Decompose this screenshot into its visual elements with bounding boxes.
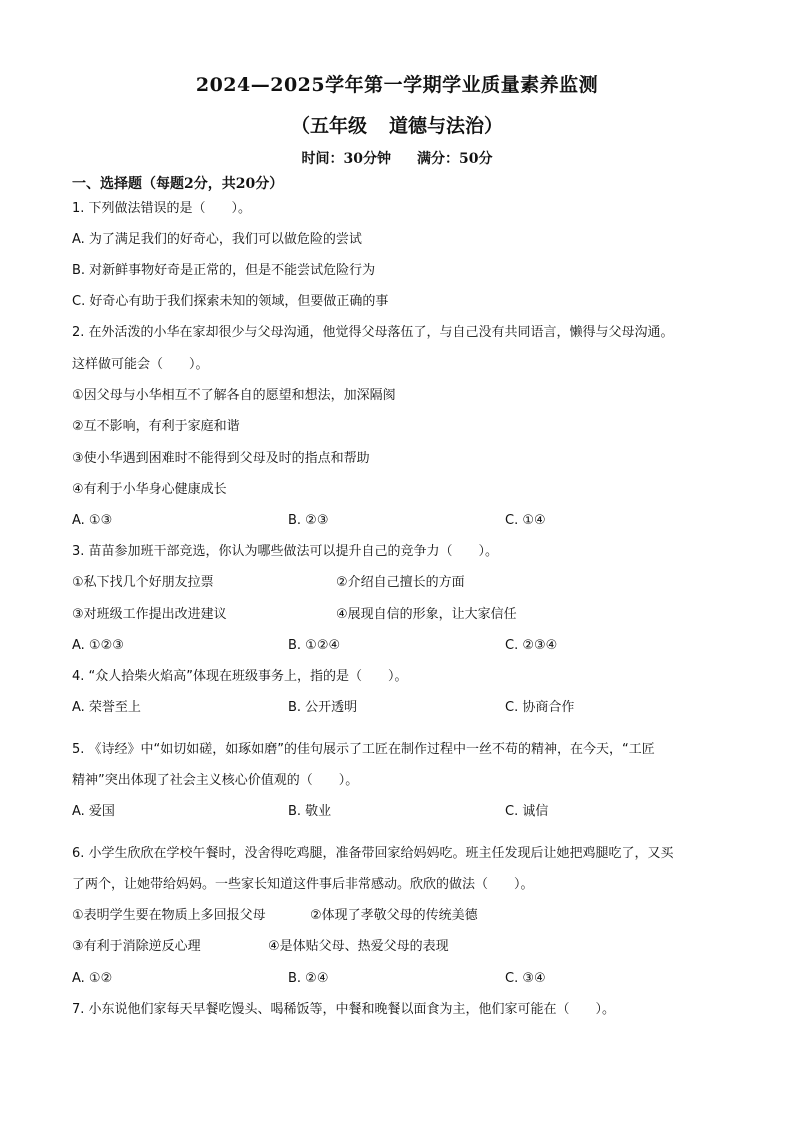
q2-statement-3: ③使小华遇到困难时不能得到父母及时的指点和帮助: [72, 451, 370, 466]
q2-stem-line2: 这样做可能会（ ）。: [72, 357, 209, 372]
q3-stem: 3. 苗苗参加班干部竞选，你认为哪些做法可以提升自己的竞争力（ ）。: [72, 544, 499, 559]
q3-statement-3: ③对班级工作提出改进建议: [72, 607, 227, 622]
q1-option-a: A. 为了满足我们的好奇心，我们可以做危险的尝试: [72, 232, 362, 247]
q7-stem: 7. 小东说他们家每天早餐吃馒头、喝稀饭等，中餐和晚餐以面食为主，他们家可能在（ ）。: [72, 1002, 616, 1017]
q3-option-c: C. ②③④: [505, 638, 558, 653]
exam-score: 满分：50分: [417, 151, 493, 167]
q5-stem-line1: 5. 《诗经》中“如切如磋，如琢如磨”的佳句展示了工匠在制作过程中一丝不苟的精神，在今天，“工匠: [72, 742, 655, 757]
q6-stem-line2: 了两个，让她带给妈妈。一些家长知道这件事后非常感动。欣欣的做法（ ）。: [72, 877, 534, 892]
section-heading: 一、选择题（每题2分，共20分）: [72, 176, 284, 192]
q2-option-c: C. ①④: [505, 513, 546, 528]
q4-option-c: C. 协商合作: [505, 700, 575, 715]
exam-subtitle: [0, 111, 794, 138]
q5-stem-line2: 精神”突出体现了社会主义核心价值观的（ ）。: [72, 773, 359, 788]
q6-option-b: B. ②④: [288, 971, 329, 986]
q2-statement-2: ②互不影响，有利于家庭和谐: [72, 419, 240, 434]
exam-meta: [0, 148, 794, 168]
q2-stem-line1: 2. 在外活泼的小华在家却很少与父母沟通，他觉得父母落伍了，与自己没有共同语言，懒得与父母沟通。: [72, 325, 674, 340]
q3-statement-2: ②介绍自己擅长的方面: [336, 575, 465, 590]
q1-stem: 1. 下列做法错误的是（ ）。: [72, 201, 252, 216]
q4-stem: 4. “众人拾柴火焰高”体现在班级事务上，指的是（ ）。: [72, 669, 408, 684]
subtitle-grade: （五年级: [290, 115, 367, 137]
q1-option-c: C. 好奇心有助于我们探索未知的领域，但要做正确的事: [72, 294, 389, 309]
q2-statement-4: ④有利于小华身心健康成长: [72, 482, 227, 497]
q3-statement-1: ①私下找几个好朋友拉票: [72, 575, 214, 590]
q3-option-a: A. ①②③: [72, 638, 124, 653]
q6-stem-line1: 6. 小学生欣欣在学校午餐时，没舍得吃鸡腿，准备带回家给妈妈吃。班主任发现后让她把鸡腿吃了，又买: [72, 846, 674, 861]
q5-option-a: A. 爱国: [72, 804, 115, 819]
q3-statement-4: ④展现自信的形象，让大家信任: [336, 607, 517, 622]
q2-option-b: B. ②③: [288, 513, 329, 528]
q1-option-b: B. 对新鲜事物好奇是正常的，但是不能尝试危险行为: [72, 263, 376, 278]
subtitle-subject: 道德与法治）: [389, 115, 504, 137]
q6-statement-4: ④是体贴父母、热爱父母的表现: [268, 939, 449, 954]
q5-option-b: B. 敬业: [288, 804, 332, 819]
exam-title: 2024—2025学年第一学期学业质量素养监测: [195, 74, 599, 96]
q2-statement-1: ①因父母与小华相互不了解各自的愿望和想法，加深隔阂: [72, 388, 396, 403]
q5-option-c: C. 诚信: [505, 804, 549, 819]
q6-statement-1: ①表明学生要在物质上多回报父母: [72, 908, 266, 923]
exam-time: 时间：30分钟: [301, 151, 391, 167]
q3-option-b: B. ①②④: [288, 638, 341, 653]
q6-option-a: A. ①②: [72, 971, 113, 986]
q4-option-a: A. 荣誉至上: [72, 700, 141, 715]
q6-statement-3: ③有利于消除逆反心理: [72, 939, 201, 954]
q4-option-b: B. 公开透明: [288, 700, 358, 715]
q6-statement-2: ②体现了孝敬父母的传统美德: [310, 908, 478, 923]
q6-option-c: C. ③④: [505, 971, 546, 986]
q2-option-a: A. ①③: [72, 513, 113, 528]
